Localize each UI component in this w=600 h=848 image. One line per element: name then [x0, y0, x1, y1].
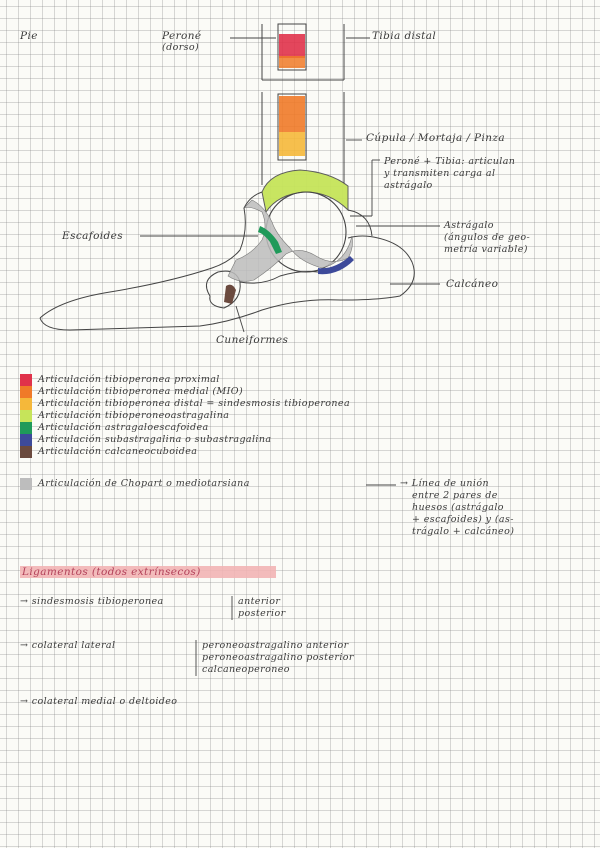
- ligament-item: → colateral medial o deltoideo: [20, 696, 178, 707]
- joint-tibioperoneoastragalina: [262, 170, 348, 212]
- label-pie: Pie: [20, 30, 38, 42]
- ligament-item: → sindesmosis tibioperonea: [20, 596, 164, 607]
- joint-tibioperonea-distal: [279, 132, 305, 156]
- label-tibia-distal: Tibia distal: [372, 30, 437, 42]
- legend-text: Articulación subastragalina o subastragalina: [38, 434, 272, 445]
- chopart-note-line: trágalo + calcáneo): [412, 526, 515, 537]
- foot-outline: [40, 192, 414, 330]
- legend-swatch: [20, 446, 32, 458]
- legend-text: Articulación tibioperonea proximal: [38, 374, 220, 385]
- legend-text: Articulación astragaloescafoidea: [38, 422, 209, 433]
- legend-text: Articulación calcaneocuboidea: [38, 446, 198, 457]
- legend-swatch: [20, 422, 32, 434]
- legend-text: Articulación tibioperoneoastragalina: [38, 410, 230, 421]
- legend-swatch: [20, 410, 32, 422]
- label-perone-sub: (dorso): [162, 42, 200, 53]
- label-perone-tibia-3: astrágalo: [384, 180, 433, 191]
- ligament-item: → colateral lateral: [20, 640, 116, 651]
- ligaments-heading: Ligamentos (todos extrínsecos): [22, 566, 201, 578]
- legend-swatch: [20, 434, 32, 446]
- ligament-sub: peroneoastragalino anterior: [202, 640, 349, 651]
- chopart-note-line: + escafoides) y (as-: [412, 514, 514, 525]
- chopart-note-line: huesos (astrágalo: [412, 502, 504, 513]
- ligament-sub: posterior: [238, 608, 286, 619]
- legend-swatch: [20, 374, 32, 386]
- joint-tibioperonea-proximal: [279, 34, 305, 58]
- ligament-sub: peroneoastragalino posterior: [202, 652, 354, 663]
- label-astragalo-3: metría variable): [444, 244, 528, 255]
- label-cuneiformes: Cuneiformes: [216, 334, 289, 346]
- label-cupula: Cúpula / Mortaja / Pinza: [366, 132, 505, 144]
- ligament-sub: anterior: [238, 596, 281, 607]
- chopart-note-line: → Línea de unión: [400, 478, 489, 489]
- legend-text: Articulación tibioperonea medial (MIO): [38, 386, 244, 397]
- legend-text: Articulación de Chopart o mediotarsiana: [38, 478, 250, 489]
- joint-tibioperonea-medial: [279, 96, 305, 132]
- label-astragalo-1: Astrágalo: [444, 220, 494, 231]
- legend-swatch: [20, 478, 32, 490]
- ligament-sub: calcaneoperoneo: [202, 664, 290, 675]
- label-perone-tibia-1: Peroné + Tibia: articulan: [384, 156, 516, 167]
- label-perone: Peroné: [162, 30, 202, 42]
- legend-swatch: [20, 386, 32, 398]
- legend-text: Articulación tibioperonea distal = sindesmosis tibioperonea: [38, 398, 351, 409]
- label-perone-tibia-2: y transmiten carga al: [384, 168, 496, 179]
- label-astragalo-2: (ángulos de geo-: [444, 232, 531, 243]
- label-escafoides: Escafoides: [62, 230, 124, 242]
- chopart-note-line: entre 2 pares de: [412, 490, 498, 501]
- label-calcaneo: Calcáneo: [446, 278, 499, 290]
- legend-swatch: [20, 398, 32, 410]
